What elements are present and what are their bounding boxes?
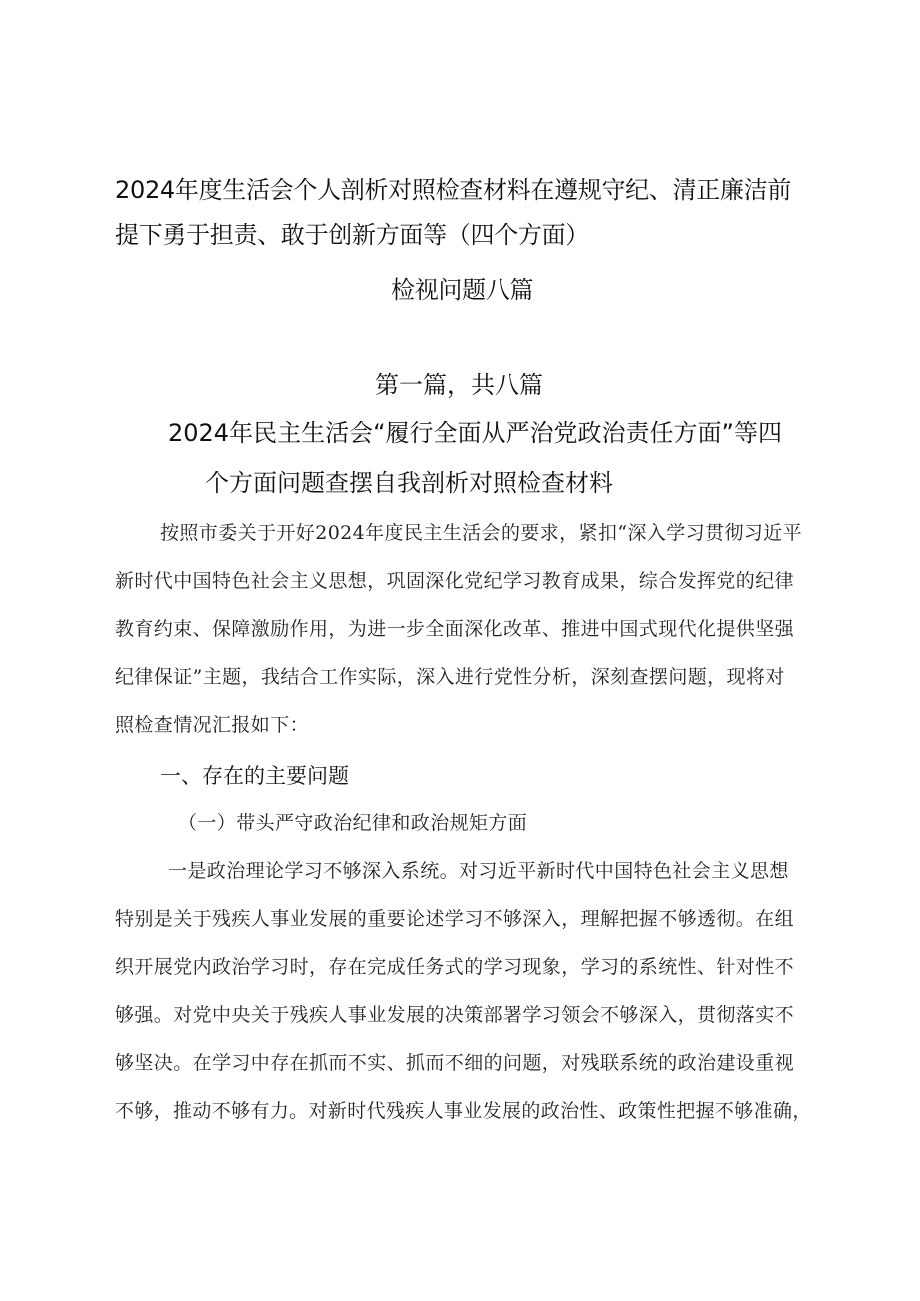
intro-line-2: 新时代中国特色社会主义思想，巩固深化党纪学习教育成果，综合发挥党的纪律: [115, 570, 795, 592]
intro-line-4: 纪律保证”主题，我结合工作实际，深入进行党性分析，深刻查摆问题，现将对: [115, 666, 785, 688]
intro-line-3: 教育约束、保障激励作用，为进一步全面深化改革、推进中国式现代化提供坚强: [115, 618, 795, 640]
point-line-2: 特别是关于残疾人事业发展的重要论述学习不够深入，理解把握不够透彻。在组: [115, 908, 795, 930]
point-line-6: 不够，推动不够有力。对新时代残疾人事业发展的政治性、政策性把握不够准确，: [115, 1100, 812, 1122]
document-title-line-1: 2024年度生活会个人剖析对照检查材料在遵规守纪、清正廉洁前: [115, 176, 792, 204]
point-line-4: 够强。对党中央关于残疾人事业发展的决策部署学习领会不够深入，贯彻落实不: [115, 1004, 795, 1026]
part-label: 第一篇，共八篇: [375, 371, 543, 399]
document-title-line-3: 检视问题八篇: [391, 276, 534, 304]
article-title-line-2: 个方面问题查摆自我剖析对照检查材料: [205, 469, 613, 497]
document-title-line-2: 提下勇于担责、敢于创新方面等（四个方面）: [115, 221, 589, 249]
point-line-1: 一是政治理论学习不够深入系统。对习近平新时代中国特色社会主义思想: [168, 860, 789, 882]
point-line-5: 够坚决。在学习中存在抓而不实、抓而不细的问题，对残联系统的政治建设重视: [115, 1052, 795, 1074]
article-title-line-1: 2024年民主生活会“履行全面从严治党政治责任方面”等四: [168, 419, 782, 447]
intro-line-1: 按照市委关于开好2024年度民主生活会的要求，紧扣“深入学习贯彻习近平: [160, 522, 803, 544]
intro-line-5: 照检查情况汇报如下：: [115, 714, 310, 736]
subsection-heading: （一）带头严守政治纪律和政治规矩方面: [178, 812, 528, 834]
section-heading: 一、存在的主要问题: [160, 764, 349, 788]
point-line-3: 织开展党内政治学习时，存在完成任务式的学习现象，学习的系统性、针对性不: [115, 956, 795, 978]
